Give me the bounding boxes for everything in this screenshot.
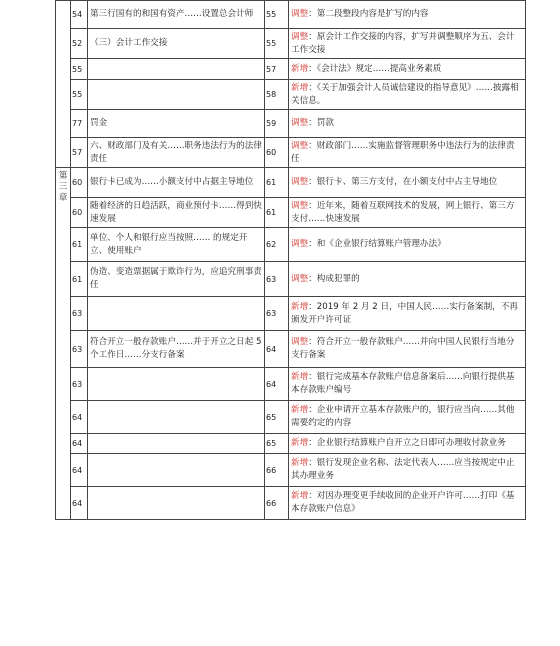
change-type-label: 新增 [291,372,309,382]
old-page-number: 63 [71,331,88,368]
revision-comparison-table [55,0,525,520]
old-content [88,434,265,454]
new-content [289,110,526,138]
table-row [56,138,526,168]
old-page-number: 55 [71,59,88,80]
new-page-number: 65 [265,401,289,434]
old-content [88,368,265,401]
chapter-char: 章 [58,193,68,203]
change-type-label: 调整 [291,177,309,187]
table-row [56,59,526,80]
old-page-number: 55 [71,80,88,110]
old-page-number: 61 [71,262,88,297]
new-page-number: 60 [265,138,289,168]
change-type-label: 新增 [291,438,309,448]
change-type-label: 调整 [291,239,309,249]
new-content [289,262,526,297]
change-description: ：原会计工作交接的内容，扩写并调整顺序为五、会计工作交接 [291,31,515,55]
new-page-number: 66 [265,454,289,487]
new-content [289,228,526,262]
old-page-number: 64 [71,434,88,454]
new-content [289,487,526,520]
change-description: ：构成犯罪的 [308,273,360,284]
change-description: ：2019 年 2 月 2 日，中国人民……实行备案制，不再颁发开户许可证 [291,301,518,325]
change-description: ：对因办理变更手续收回的企业开户许可……打印《基本存款账户信息》 [291,491,515,514]
new-content [289,198,526,228]
old-content: 随着经济的日趋活跃，商业预付卡……得到快速发展 [88,198,265,228]
new-content [289,401,526,434]
old-page-number: 64 [71,487,88,520]
new-content [289,80,526,110]
change-description: ：企业申请开立基本存款账户的，银行应当向……其他需要约定的内容 [291,405,515,428]
old-page-number: 63 [71,368,88,401]
new-content [289,368,526,401]
old-content: 银行卡已成为……小额支付中占据主导地位 [88,168,265,198]
old-page-number: 77 [71,110,88,138]
table-row [56,487,526,520]
old-content: 单位、个人和银行应当按照…… 的规定开立、使用账户 [88,228,265,262]
old-content: 罚金 [88,110,265,138]
change-type-label: 新增 [291,82,309,93]
new-page-number: 55 [265,29,289,59]
old-content: 六、财政部门及有关……职务违法行为的法律责任 [88,138,265,168]
table-row [56,29,526,59]
table-row [56,454,526,487]
old-content [88,487,265,520]
new-page-number: 59 [265,110,289,138]
change-description: ：《会计法》规定……提高业务素质 [308,63,442,74]
old-content: （三）会计工作交接 [88,29,265,59]
change-description: ：和《企业银行结算账户管理办法》 [308,239,446,249]
table-row [56,297,526,331]
table-row [56,434,526,454]
change-type-label: 新增 [291,458,309,468]
old-content: 符合开立一般存款账户……并于开立之日起 5 个工作日……分支行备案 [88,331,265,368]
old-page-number: 52 [71,29,88,59]
new-page-number: 64 [265,331,289,368]
new-page-number: 66 [265,487,289,520]
table-row [56,80,526,110]
change-description: ：银行卡、第三方支付，在小额支付中占主导地位 [308,177,498,187]
new-content [289,168,526,198]
table-row [56,1,526,29]
table-row [56,198,526,228]
new-content [289,454,526,487]
new-content [289,297,526,331]
chapter-char: 三 [58,182,68,192]
old-content: 伪造、变造票据属于欺诈行为，应追究刑事责任 [88,262,265,297]
new-content [289,434,526,454]
old-page-number: 57 [71,138,88,168]
chapter-label [56,168,71,520]
old-page-number: 60 [71,198,88,228]
new-content [289,331,526,368]
change-description: ：罚款 [308,118,334,128]
change-description: ：第二段整段内容是扩写的内容 [308,9,429,19]
new-content [289,138,526,168]
old-page-number: 54 [71,1,88,29]
old-content [88,59,265,80]
change-type-label: 调整 [291,200,309,211]
change-type-label: 新增 [291,491,309,501]
new-content [289,59,526,80]
chapter-char: 第 [58,171,68,181]
new-page-number: 61 [265,168,289,198]
table-row [56,331,526,368]
old-content [88,401,265,434]
old-page-number: 64 [71,454,88,487]
change-type-label: 新增 [291,405,309,415]
new-content [289,29,526,59]
change-type-label: 新增 [291,63,309,74]
change-description: ：银行完成基本存款账户信息备案后……向银行提供基本存款账户编号 [291,372,515,395]
old-page-number: 61 [71,228,88,262]
new-page-number: 63 [265,297,289,331]
new-page-number: 57 [265,59,289,80]
old-page-number: 60 [71,168,88,198]
old-page-number: 63 [71,297,88,331]
change-description: ：企业银行结算账户自开立之日即可办理收付款业务 [308,438,506,448]
change-type-label: 调整 [291,273,309,284]
table-row [56,262,526,297]
change-description: ：《关于加强会计人员诚信建设的指导意见》……披露相关信息。 [291,82,519,106]
old-content [88,80,265,110]
new-page-number: 55 [265,1,289,29]
change-type-label: 调整 [291,140,309,151]
old-content [88,454,265,487]
table-row [56,401,526,434]
chapter-spacer [56,1,71,168]
change-type-label: 调整 [291,31,309,42]
comparison-table [55,0,526,520]
change-type-label: 调整 [291,337,309,347]
change-description: ：近年来，随着互联网技术的发展，网上银行、第三方支付……快速发展 [291,200,515,224]
table-row [56,228,526,262]
old-content [88,297,265,331]
table-row [56,368,526,401]
old-content: 第三行国有的和国有资产……设置总会计师 [88,1,265,29]
new-page-number: 65 [265,434,289,454]
change-description: ：财政部门……实施监督管理职务中违法行为的法律责任 [291,140,515,164]
new-page-number: 62 [265,228,289,262]
table-row [56,110,526,138]
table-body [56,1,526,520]
change-type-label: 新增 [291,301,309,312]
new-page-number: 58 [265,80,289,110]
old-page-number: 64 [71,401,88,434]
new-content [289,1,526,29]
change-type-label: 调整 [291,9,309,19]
change-description: ：符合开立一般存款账户……并向中国人民银行当地分支行备案 [291,337,515,360]
new-page-number: 61 [265,198,289,228]
change-type-label: 调整 [291,118,309,128]
new-page-number: 64 [265,368,289,401]
table-row [56,168,526,198]
new-page-number: 63 [265,262,289,297]
change-description: ：银行发现企业名称、法定代表人……应当按规定中止其办理业务 [291,458,515,481]
